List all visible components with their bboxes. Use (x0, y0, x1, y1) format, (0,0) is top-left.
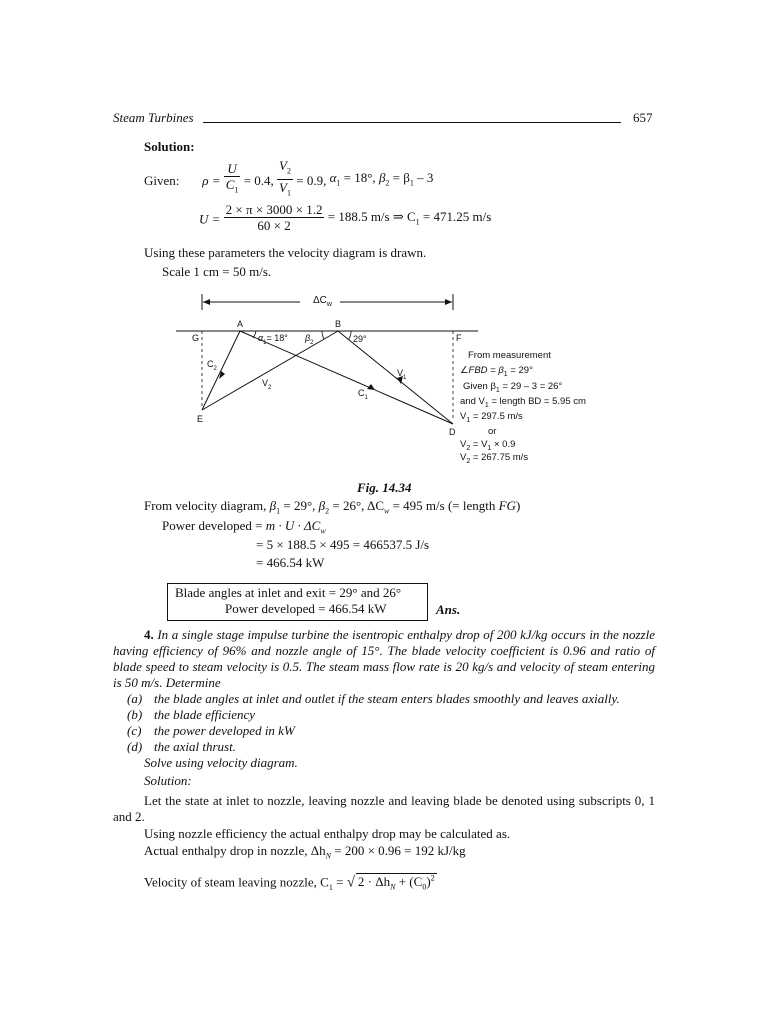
point-f: F (456, 333, 462, 343)
v-num: V (279, 158, 287, 173)
note-length-a: and V (460, 396, 485, 407)
note-v2v-b: = 267.75 m/s (470, 452, 529, 463)
note-length-b: = length BD = 5.95 cm (488, 396, 586, 407)
note-fbd-a: ∠FBD = β (460, 365, 504, 376)
note-from-measurement: From measurement (468, 350, 551, 361)
note-v2v-a: V (460, 452, 467, 463)
rho-denominator: C (225, 176, 235, 192)
v1-sub: 1 (403, 374, 407, 381)
note-v1-a: V (460, 411, 467, 422)
alpha-label-val: = 18° (266, 333, 288, 343)
label-29deg: 29° (353, 334, 367, 344)
root-sub: N (390, 882, 396, 892)
rho-lhs: ρ = (202, 173, 221, 189)
c2-text: C (207, 359, 214, 369)
note-v1-b: = 297.5 m/s (470, 411, 523, 422)
vel-a: Velocity of steam leaving nozzle, C (144, 874, 329, 890)
note-v1-sub: 1 (466, 416, 471, 424)
alpha-symbol: α (329, 170, 337, 186)
item-c-label: (c) (127, 723, 142, 738)
problem-4-statement (113, 627, 655, 691)
answer-tag: Ans. (436, 602, 461, 617)
running-header-title: Steam Turbines (113, 110, 194, 125)
item-d (127, 739, 236, 755)
v-den-sub: 1 (286, 188, 291, 198)
from-velocity-diagram (144, 498, 520, 520)
alpha-label-sub: 1 (263, 339, 267, 346)
u-rhs: = 188.5 m/s ⇒ C (327, 208, 416, 224)
fvd-fg: FG (498, 498, 516, 513)
fvd-close: ) (515, 498, 521, 513)
actual-enthalpy-drop (144, 843, 466, 865)
alpha-value: = 18°, (343, 170, 376, 186)
sqrt-sign: √ (346, 874, 355, 891)
vel-sub: 1 (328, 882, 333, 892)
actual-sub: N (325, 851, 331, 861)
solution-heading: Solution: (144, 139, 195, 154)
label-alpha1 (258, 333, 288, 346)
note-fbd-b: = 29° (507, 365, 533, 376)
note-fbd-sub: 1 (503, 370, 508, 378)
note-v2f-b: = V (470, 439, 488, 450)
line-v1 (338, 331, 453, 424)
power-l1b: m · U · ΔC (265, 518, 321, 533)
diagram-intro: Using these parameters the velocity diagram is drawn. (144, 245, 427, 260)
label-c1 (358, 388, 368, 401)
power-l1a: Power developed = (162, 518, 266, 533)
v-num-sub: 2 (286, 166, 291, 176)
point-d: D (449, 427, 456, 437)
beta-tail: – 3 (417, 170, 434, 186)
rho-numerator: U (224, 161, 241, 177)
answer-line-2: Power developed = 466.54 kW (225, 601, 387, 616)
note-v2f-c: × 0.9 (491, 439, 516, 450)
given-label: Given: (144, 173, 180, 189)
delta-cw-sub: w (326, 301, 332, 308)
fvd-b1: β (269, 498, 277, 513)
actual-a: Actual enthalpy drop in nozzle, Δh (144, 843, 326, 858)
item-b (127, 707, 255, 723)
item-a (127, 691, 620, 707)
label-c2 (207, 359, 217, 372)
note-v1 (460, 411, 523, 427)
fvd-a: From velocity diagram, (144, 498, 270, 513)
rho-value: = 0.4, (243, 173, 274, 189)
c1-sub: 1 (364, 394, 368, 401)
c1-value: = 471.25 m/s (422, 208, 492, 224)
u-lhs: U = (199, 211, 221, 227)
note-length-sub: 1 (484, 401, 489, 409)
note-given (463, 381, 562, 397)
beta2-label-sym: β (305, 333, 311, 343)
root-sup: 2 (430, 874, 435, 883)
velocity-diagram (0, 0, 768, 480)
fvd-b1s: 1 (276, 506, 281, 516)
item-d-text: the axial thrust. (154, 739, 236, 754)
beta1-arc (348, 331, 351, 340)
item-a-text: the blade angles at inlet and outlet if the steam enters blades smoothly and leaves axially. (154, 691, 620, 706)
problem-4-number: 4. (144, 627, 154, 642)
note-given-b: = 29 – 3 = 26° (499, 381, 563, 392)
fvd-b1v: = 29°, (280, 498, 319, 513)
note-given-a: Given β (463, 381, 496, 392)
v1-text: V (397, 368, 404, 378)
root-a: 2 · Δh (357, 874, 391, 890)
item-c-text: the power developed in kW (154, 723, 295, 738)
vel-b: = (332, 874, 347, 890)
u-denominator: 60 × 2 (257, 218, 291, 233)
alpha-sub: 1 (336, 178, 341, 188)
item-c (127, 723, 295, 739)
point-b: B (335, 319, 342, 329)
power-line-2: = 5 × 188.5 × 495 = 466537.5 J/s (256, 537, 430, 552)
page-number: 657 (633, 110, 653, 125)
item-a-label: (a) (127, 691, 143, 706)
fvd-b2: β (318, 498, 326, 513)
fvd-b2s: 2 (325, 506, 330, 516)
note-fbd (460, 365, 533, 381)
let-state-paragraph: Let the state at inlet to nozzle, leaving nozzle and leaving blade be denoted using subscripts 0, 1 and 2. (113, 793, 655, 824)
note-v2f-sub2: 1 (487, 444, 492, 452)
solution-label-2: Solution: (144, 773, 192, 788)
note-v2f-a: V (460, 439, 467, 450)
problem-4-text: In a single stage impulse turbine the isentropic enthalpy drop of 200 kJ/kg occurs in the nozzle having efficiency of 96% and nozzle angle of 15°. The blade velocity coefficient is 0.96 and ratio of blade speed to steam velocity is 0.5. The steam mass flow rate is 20 kg/s and velocity of steam entering is 50 m/s. Determine (113, 627, 655, 690)
beta2-sub: 2 (385, 178, 390, 188)
v2-text: V (262, 378, 269, 388)
beta2-arc (322, 331, 324, 339)
alpha-label-sym: α (258, 333, 264, 343)
figure-caption: Fig. 14.34 (357, 480, 412, 495)
item-b-label: (b) (127, 707, 143, 722)
note-v2f-sub: 2 (466, 444, 471, 452)
item-d-label: (d) (127, 739, 143, 754)
label-v2 (262, 378, 271, 391)
note-length-bd (460, 396, 586, 412)
answer-line-1: Blade angles at inlet and exit = 29° and 26° (175, 585, 402, 600)
point-g: G (192, 333, 200, 343)
note-or: or (488, 426, 497, 437)
rho-den-sub: 1 (234, 185, 239, 195)
solve-instruction: Solve using velocity diagram. (144, 755, 298, 770)
label-beta2 (305, 333, 314, 346)
dim-arrow-right (445, 299, 452, 305)
power-line-3: = 466.54 kW (256, 555, 325, 570)
c1-text: C (358, 388, 365, 398)
beta2-symbol: β (378, 170, 386, 186)
root-b: + (C (395, 874, 423, 890)
u-numerator: 2 × π × 3000 × 1.2 (225, 202, 323, 217)
item-b-text: the blade efficiency (154, 707, 256, 722)
label-v1 (397, 368, 406, 381)
dim-arrow-left (203, 299, 210, 305)
label-delta-cw (313, 295, 332, 308)
beta1-sub: 1 (409, 178, 414, 188)
c2-sub: 2 (213, 365, 217, 372)
u-rhs-sub: 1 (415, 217, 420, 227)
note-given-sub: 1 (495, 386, 500, 394)
root-c: ) (426, 874, 431, 890)
note-v2-value (460, 452, 528, 468)
point-e: E (197, 414, 204, 424)
using-nozzle-efficiency: Using nozzle efficiency the actual enthalpy drop may be calculated as. (144, 826, 511, 841)
fvd-cws: w (383, 506, 390, 516)
v-den: V (279, 179, 287, 195)
fvd-tail: = 495 m/s (= length (389, 498, 499, 513)
v2-sub: 2 (268, 384, 272, 391)
scale-line: Scale 1 cm = 50 m/s. (162, 264, 272, 279)
power-l1s: w (320, 526, 326, 536)
note-v2v-sub: 2 (466, 457, 471, 465)
root-sub2: 0 (422, 882, 427, 892)
fvd-b2v: = 26°, ΔC (329, 498, 384, 513)
sqrt-radicand (356, 873, 437, 892)
velocity-leaving-nozzle (144, 871, 437, 896)
beta-eq: = β (392, 170, 410, 186)
actual-b: = 200 × 0.96 = 192 kJ/kg (330, 843, 466, 858)
delta-cw-text: ΔC (313, 295, 327, 306)
v-value: = 0.9, (296, 173, 327, 189)
beta2-label-sub: 2 (310, 339, 314, 346)
point-a: A (237, 319, 244, 329)
